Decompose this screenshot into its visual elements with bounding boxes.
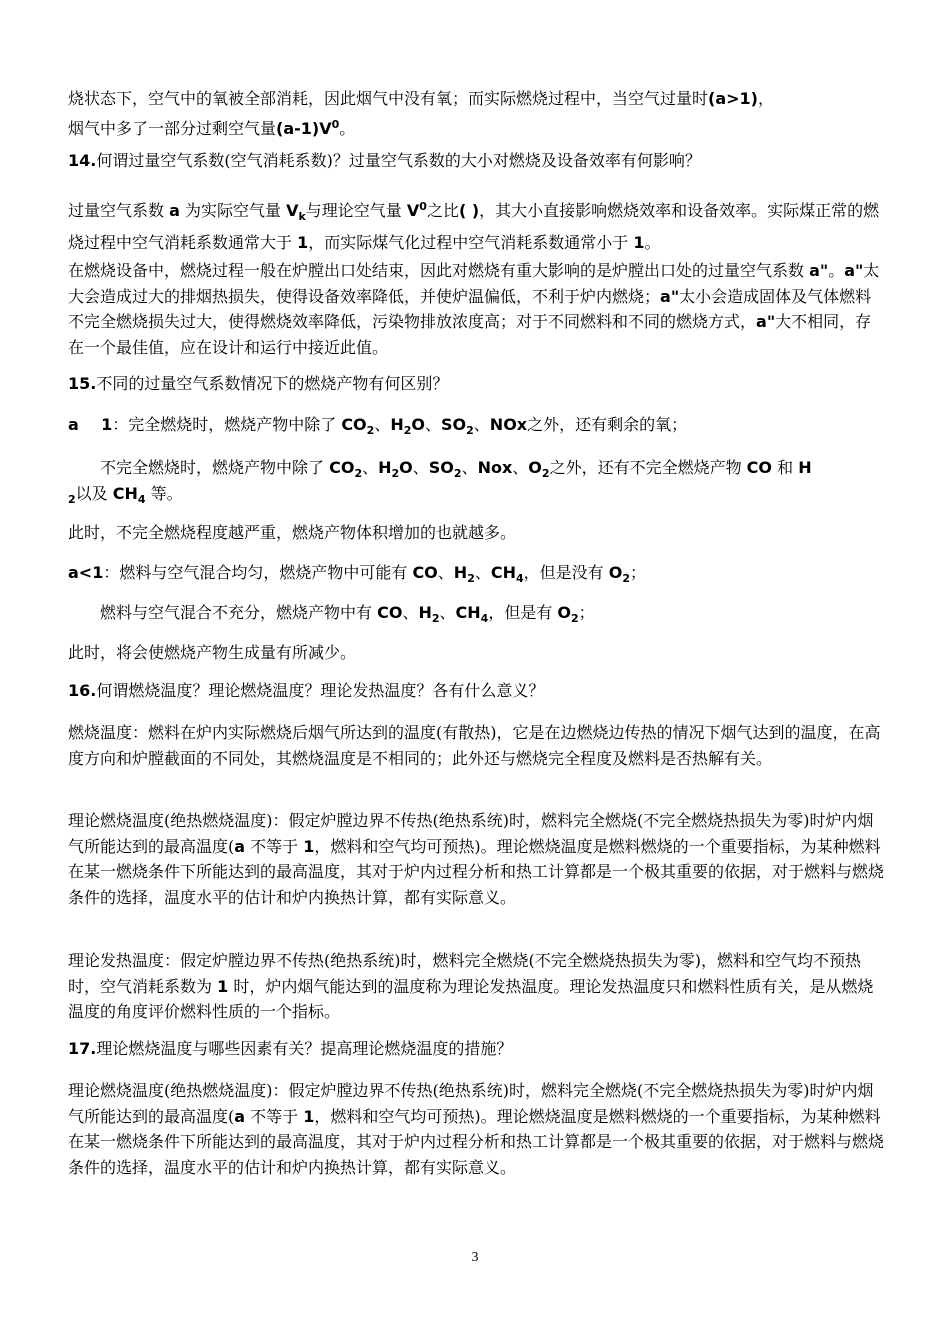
answer-15-complete-combustion: a 1：完全燃烧时，燃烧产物中除了 $CO_2$、$H_2O$、$SO_2$、NOx之外，还有剩余的氧；: [68, 415, 688, 437]
question-17: 17.理论燃烧温度与哪些因素有关？提高理论燃烧温度的措施？: [68, 1039, 513, 1058]
question-15: 15.不同的过量空气系数情况下的燃烧产物有何区别？: [68, 374, 449, 393]
answer-15-incomplete-combustion: 不完全燃烧时，燃烧产物中除了 $CO_2$、$H_2O$、$SO_2$、Nox、$O_2$之外，还有不完全燃烧产物 CO 和 H: [100, 458, 812, 480]
answer-17: 理论燃烧温度(绝热燃烧温度)：假定炉膛边界不传热(绝热系统)时，燃料完全燃烧(不完全燃烧热损失为零)时炉内烟气所能达到的最高温度(a 不等于 1，燃料和空气均可预热)。理论燃烧温度是燃料燃烧的一个重要指标，为某种燃料在某一燃烧条件下所能达到的最高温度，其对于炉内过程分析和热工计算都是一个极其重要的依据，对于燃料与燃烧条件的选择，温度水平的估计和炉内换热计算，都有实际意义。: [68, 1081, 885, 1177]
answer-15-poor-mixing: 燃料与空气混合不充分，燃烧产物中有 CO、$H_2$、$CH_4$，但是有 $O_2$；: [100, 603, 595, 625]
answer-16-combustion-temperature: 燃烧温度：燃料在炉内实际燃烧后烟气所达到的温度(有散热)，它是在边燃烧边传热的情况下烟气达到的温度，在高度方向和炉膛截面的不同处，其燃烧温度是不相同的；此外还与燃烧完全程度及燃料是否热解有关。: [68, 723, 881, 768]
answer-14-paragraph-2: 在燃烧设备中，燃烧过程一般在炉膛出口处结束，因此对燃烧有重大影响的是炉膛出口处的过量空气系数 a"。a"太大会造成过大的排烟热损失，使得设备效率降低，并使炉温偏低，不利于炉内燃烧；a"太小会造成固体及气体燃料不完全燃烧损失过大，使得燃烧效率降低，污染物排放浓度高；对于不同燃料和不同的燃烧方式，a"大不相同，存在一个最佳值，应在设计和运行中接近此值。: [68, 261, 880, 357]
answer-14-paragraph-1: 过量空气系数 a 为实际空气量 $V_k$与理论空气量 $V^0$之比( )，其大小直接影响燃烧效率和设备效率。实际煤正常的燃烧过程中空气消耗系数通常大于 1，而实际煤气化过程中空气消耗系数通常小于 1。: [68, 200, 880, 252]
page-number: 3: [471, 1250, 479, 1265]
paragraph-continued: 烧状态下，空气中的氧被全部消耗，因此烟气中没有氧；而实际燃烧过程中，当空气过量时(a>1)， 烟气中多了一部分过剩空气量$(a-1)V^0$。: [68, 89, 774, 138]
answer-16-theoretical-combustion-temperature: 理论燃烧温度(绝热燃烧温度)：假定炉膛边界不传热(绝热系统)时，燃料完全燃烧(不完全燃烧热损失为零)时炉内烟气所能达到的最高温度(a 不等于 1，燃料和空气均可预热)。理论燃烧温度是燃料燃烧的一个重要指标，为某种燃料在某一燃烧条件下所能达到的最高温度，其对于炉内过程分析和热工计算都是一个极其重要的依据，对于燃料与燃烧条件的选择，温度水平的估计和炉内换热计算，都有实际意义。: [68, 811, 885, 907]
answer-15-incomplete-combustion-cont: $_2$以及 $CH_4$ 等。: [68, 484, 183, 506]
answer-15-note-1: 此时，不完全燃烧程度越严重，燃烧产物体积增加的也就越多。: [68, 523, 517, 542]
answer-15-note-2: 此时，将会使燃烧产物生成量有所减少。: [68, 643, 357, 662]
question-14: 14.何谓过量空气系数(空气消耗系数)？过量空气系数的大小对燃烧及设备效率有何影响？: [68, 151, 701, 170]
question-16: 16.何谓燃烧温度？理论燃烧温度？理论发热温度？各有什么意义？: [68, 681, 545, 700]
answer-16-theoretical-heating-temperature: 理论发热温度：假定炉膛边界不传热(绝热系统)时，燃料完全燃烧(不完全燃烧热损失为零)，燃料和空气均不预热时，空气消耗系数为 1 时，炉内烟气能达到的温度称为理论发热温度。理论发热温度只和燃料性质有关，是从燃烧温度的角度评价燃料性质的一个指标。: [68, 951, 874, 1021]
answer-15-lean: a<1：燃料与空气混合均匀，燃烧产物中可能有 CO、$H_2$、$CH_4$，但是没有 $O_2$；: [68, 563, 647, 585]
